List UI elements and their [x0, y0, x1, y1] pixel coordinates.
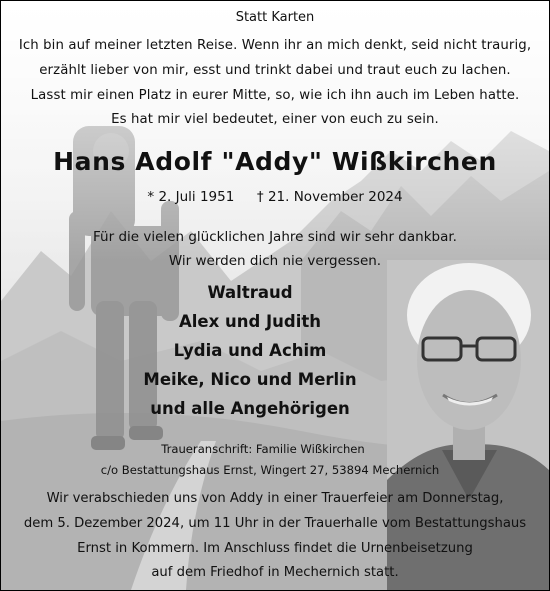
mourning-address: c/o Bestattungshaus Ernst, Wingert 27, 53894 Mechernich	[100, 463, 440, 477]
service-info-line: auf dem Friedhof in Mechernich statt.	[151, 565, 399, 580]
life-dates	[1, 189, 549, 205]
gratitude-line: Für die vielen glücklichen Jahre sind wir sehr dankbar.	[93, 229, 457, 245]
statt-karten-header: Statt Karten	[235, 10, 315, 25]
mourner-name: und alle Angehörigen	[150, 399, 350, 418]
poem-line: Ich bin auf meiner letzten Reise. Wenn ihr an mich denkt, seid nicht traurig,	[18, 38, 532, 53]
mourner-name: Lydia und Achim	[173, 341, 327, 360]
service-info-line: Ernst in Kommern. Im Anschluss findet die Urnenbeisetzung	[77, 541, 473, 556]
mourner-name: Waltraud	[207, 283, 293, 302]
birth-date: * 2. Juli 1951	[147, 189, 235, 205]
mourner-name: Meike, Nico und Merlin	[143, 370, 357, 389]
service-info-line: Wir verabschieden uns von Addy in einer Trauerfeier am Donnerstag,	[46, 491, 504, 506]
death-date: † 21. November 2024	[256, 189, 403, 205]
poem-line: Es hat mir viel bedeutet, einer von euch zu sein.	[111, 112, 439, 127]
service-info-line: dem 5. Dezember 2024, um 11 Uhr in der Trauerhalle vom Bestattungshaus	[23, 516, 527, 531]
mourning-address: Traueranschrift: Familie Wißkirchen	[161, 442, 365, 456]
gratitude-line: Wir werden dich nie vergessen.	[168, 253, 382, 269]
poem-line: Lasst mir einen Platz in eurer Mitte, so, wie ich ihn auch im Leben hatte.	[30, 88, 520, 103]
deceased-name: Hans Adolf "Addy" Wißkirchen	[53, 147, 497, 176]
mourner-name: Alex und Judith	[178, 312, 322, 331]
poem-line: erzählt lieber von mir, esst und trinkt dabei und traut euch zu lachen.	[39, 63, 511, 78]
